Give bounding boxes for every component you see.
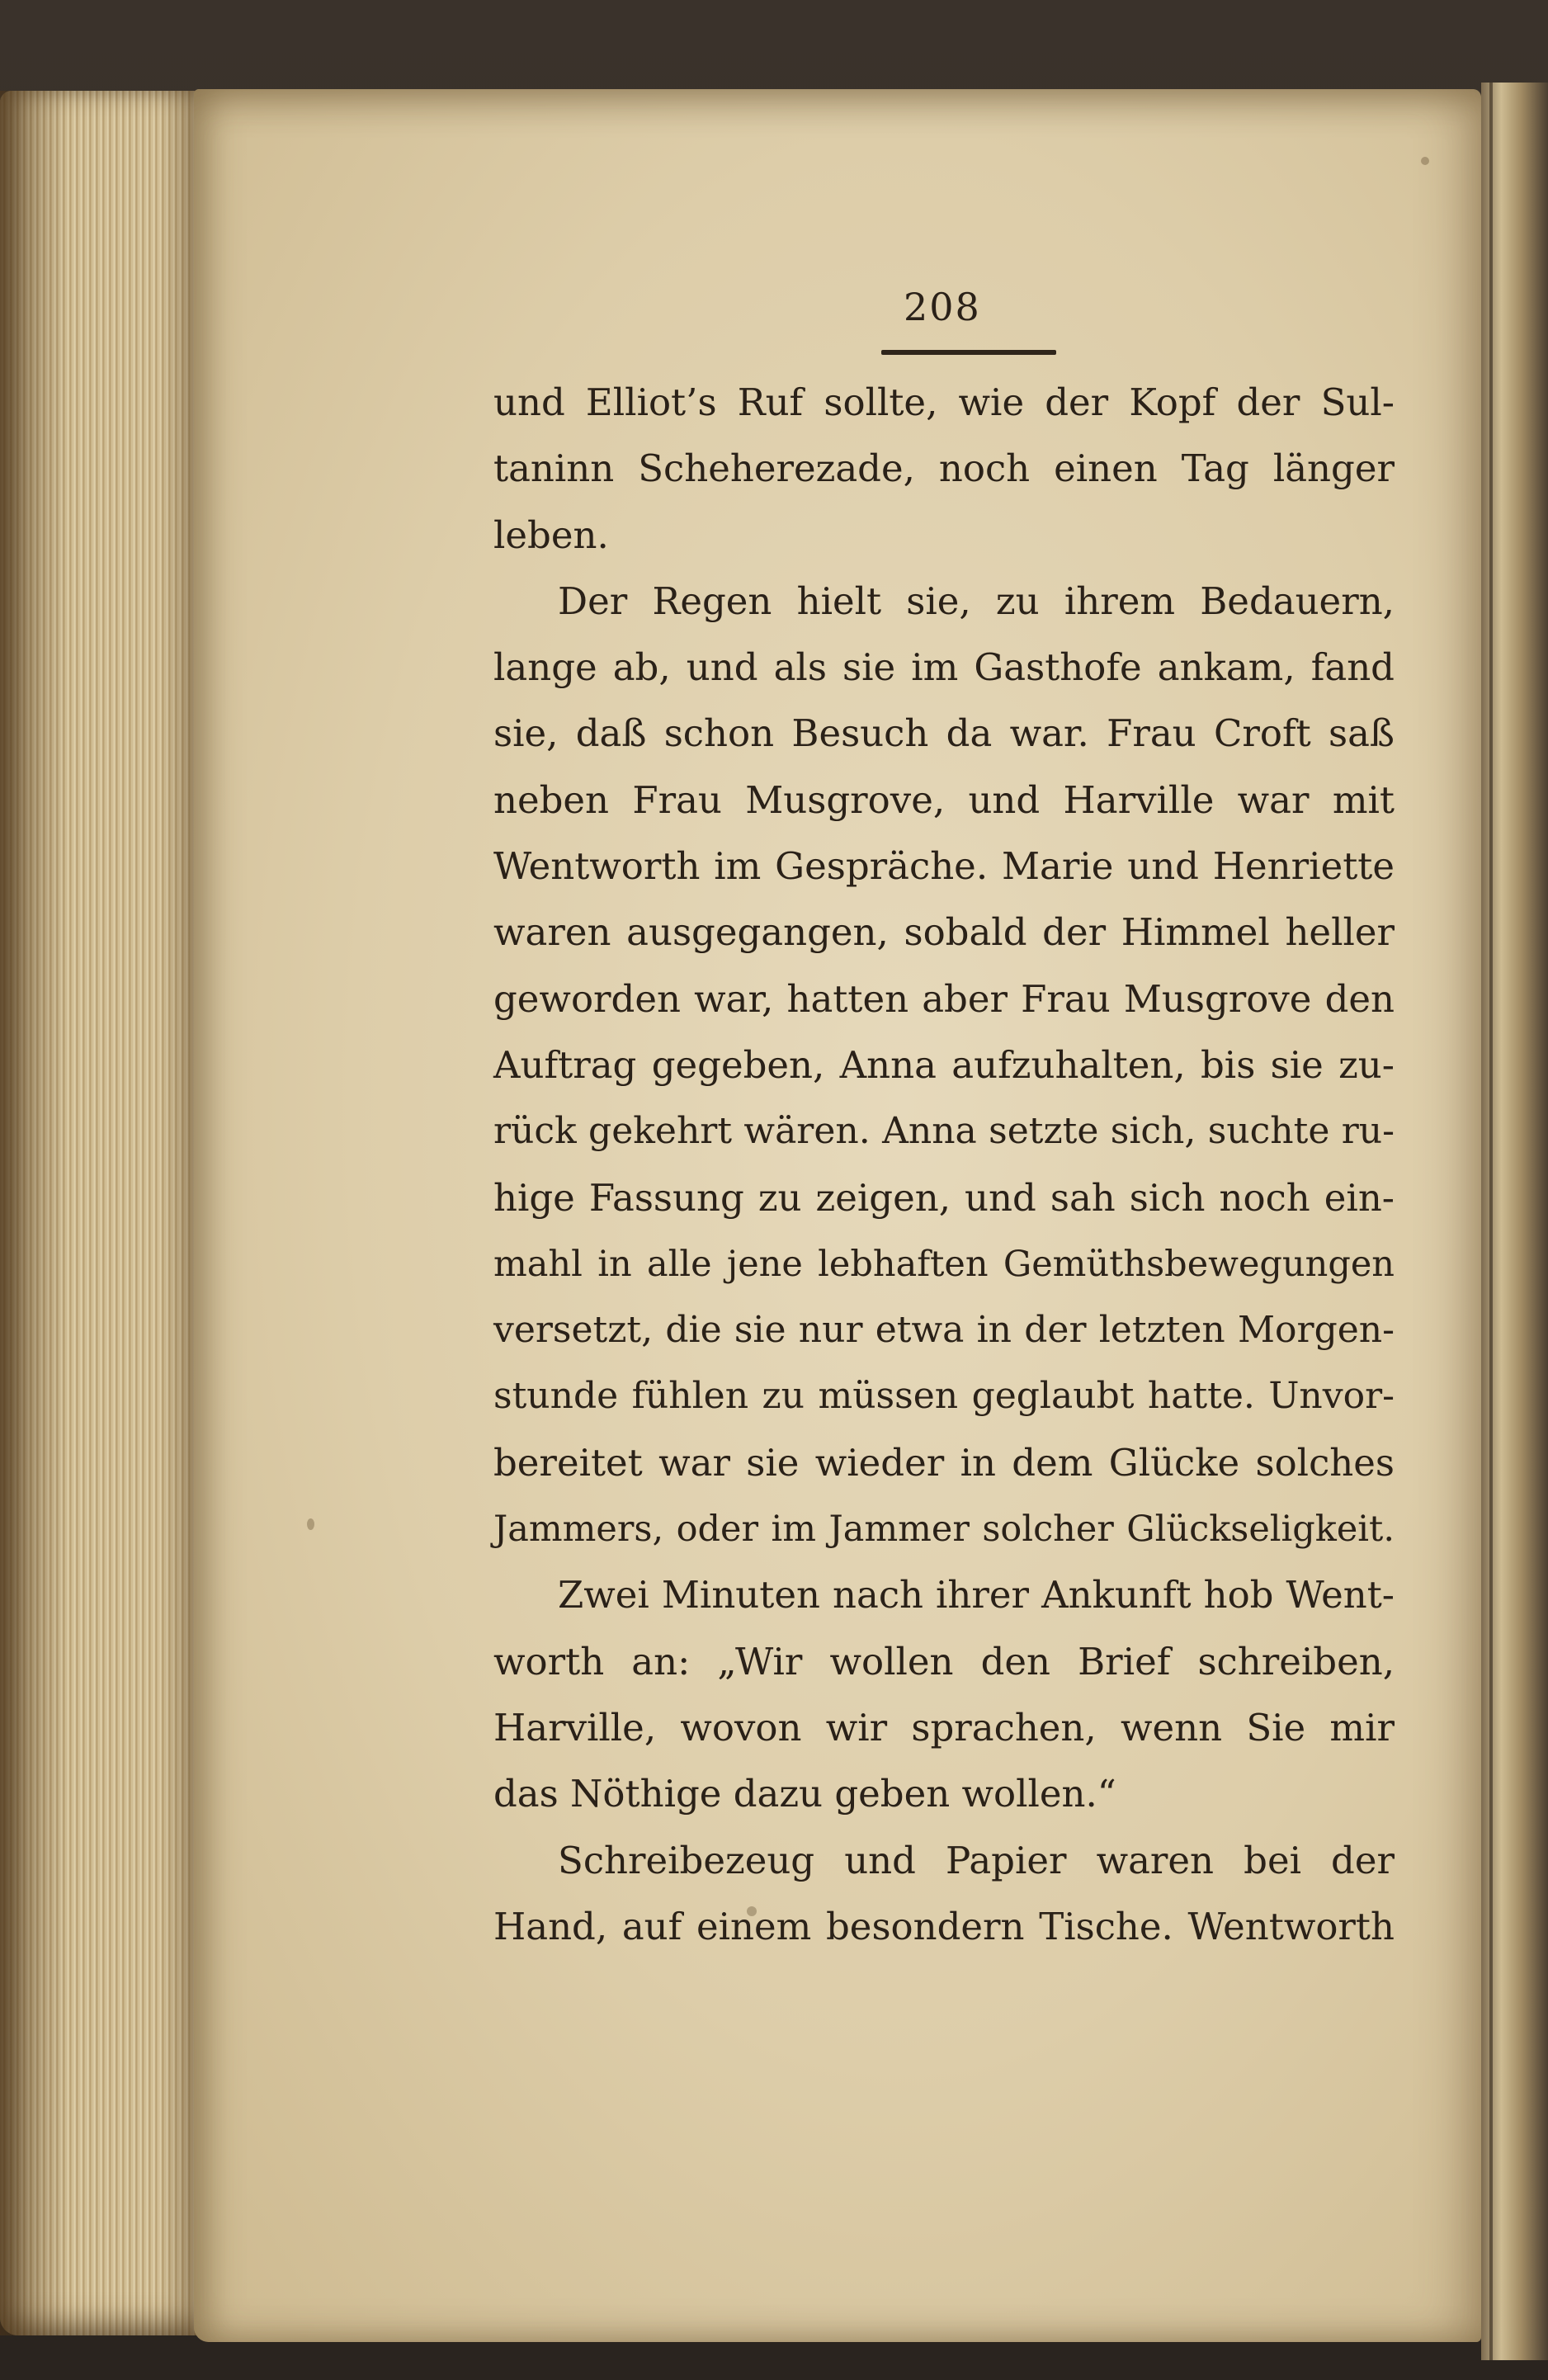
paper-spot: [1421, 157, 1429, 165]
text-line: Schreibezeug und Papier waren bei der: [558, 1838, 1395, 1882]
text-line: waren ausgegangen, sobald der Himmel heller: [493, 910, 1395, 955]
text-line: und Elliot’s Ruf sollte, wie der Kopf der Sul-: [493, 380, 1395, 424]
text-line: stunde fühlen zu müssen geglaubt hatte. Unvor-: [493, 1375, 1395, 1418]
paper-spot: [307, 1518, 314, 1530]
text-line: Hand, auf einem besondern Tische. Wentworth: [493, 1904, 1395, 1948]
stacked-page-edges: [0, 91, 198, 2335]
text-line: Harville, wovon wir sprachen, wenn Sie mir: [493, 1705, 1395, 1750]
text-line: worth an: „Wir wollen den Brief schreiben,: [493, 1639, 1395, 1683]
text-line: geworden war, hatten aber Frau Musgrove den: [493, 976, 1395, 1021]
text-line: das Nöthige dazu geben wollen.“: [493, 1772, 1116, 1816]
header-rule: [881, 350, 1056, 355]
text-line: lange ab, und als sie im Gasthofe ankam, fand: [493, 645, 1395, 690]
page-number: 208: [904, 285, 981, 329]
text-line: neben Frau Musgrove, und Harville war mit: [493, 777, 1395, 822]
text-line: versetzt, die sie nur etwa in der letzten Morgen-: [493, 1309, 1395, 1352]
text-line: leben.: [493, 512, 609, 557]
body-text: [493, 370, 1395, 1960]
text-line: sie, daß schon Besuch da war. Frau Croft saß: [493, 711, 1395, 756]
text-line: hige Fassung zu zeigen, und sah sich noch ein-: [493, 1175, 1395, 1220]
text-line: taninn Scheherezade, noch einen Tag länger: [493, 446, 1395, 491]
text-line: Auftrag gegeben, Anna aufzuhalten, bis sie zu-: [493, 1042, 1395, 1087]
text-line: rück gekehrt wären. Anna setzte sich, suchte ru-: [493, 1110, 1395, 1153]
text-line: Wentworth im Gespräche. Marie und Henriette: [493, 844, 1395, 889]
text-line: Jammers, oder im Jammer solcher Glückseligkeit.: [493, 1509, 1395, 1551]
text-line: Der Regen hielt sie, zu ihrem Bedauern,: [558, 578, 1395, 623]
text-line: bereitet war sie wieder in dem Glücke solches: [493, 1440, 1395, 1485]
text-line: Zwei Minuten nach ihrer Ankunft hob Went-: [558, 1573, 1395, 1617]
book-binding-edge: [1481, 83, 1548, 2360]
text-line: mahl in alle jene lebhaften Gemüthsbewegungen: [493, 1243, 1395, 1285]
